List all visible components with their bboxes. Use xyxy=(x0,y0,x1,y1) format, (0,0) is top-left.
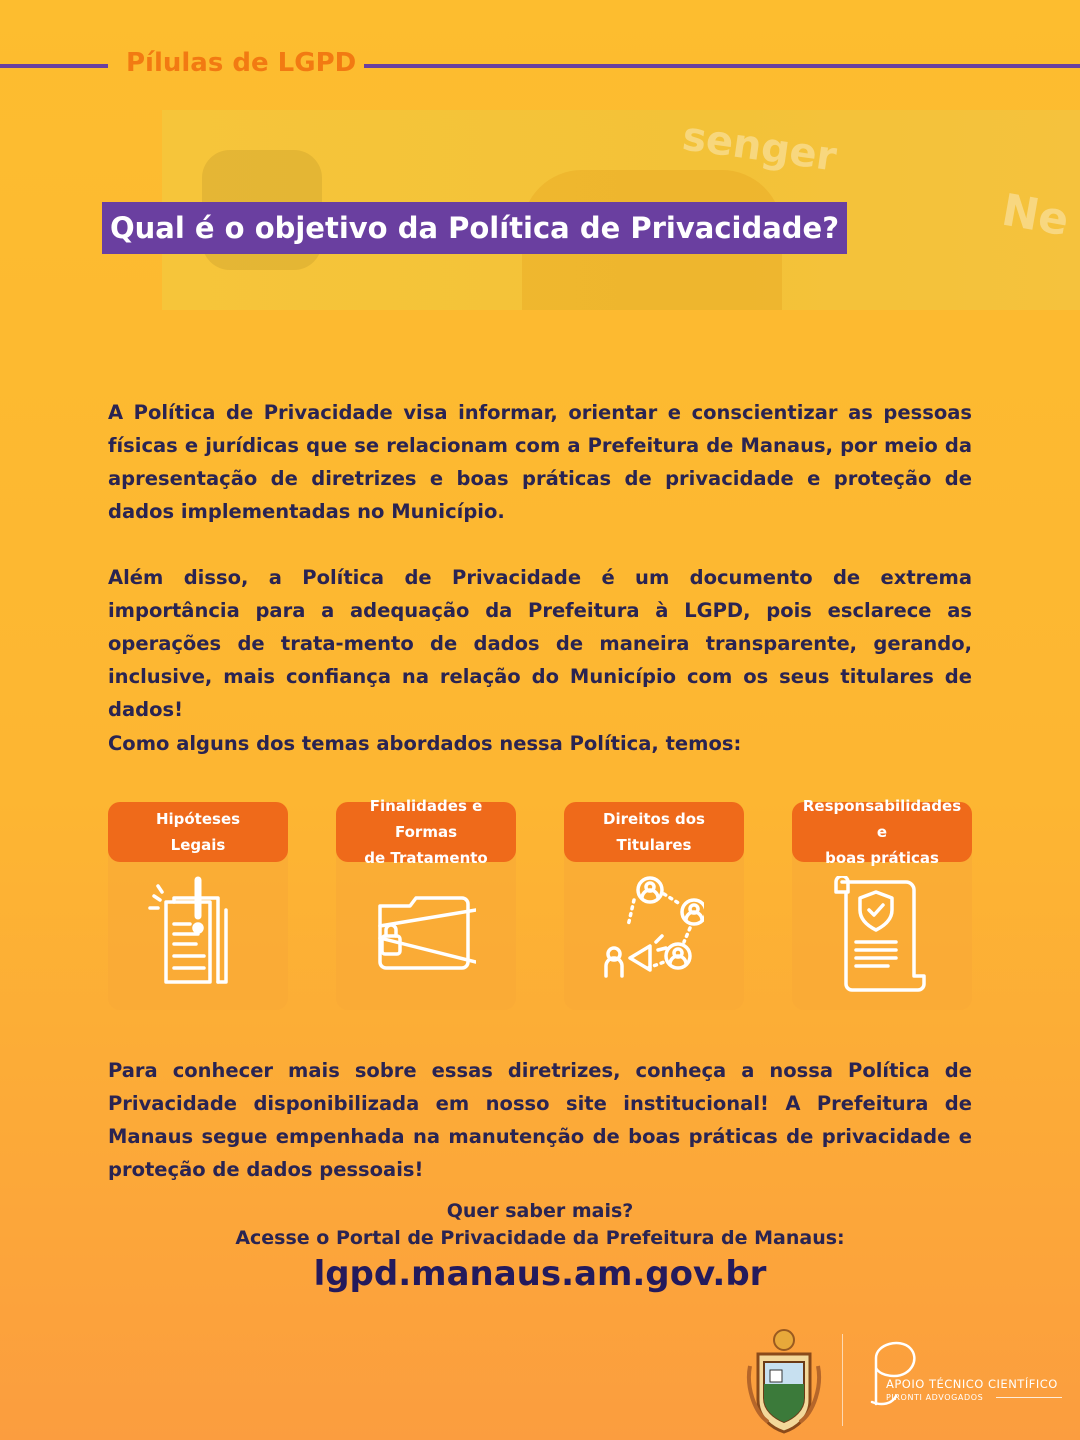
paragraph-conclusion: Para conhecer mais sobre essas diretrizes, conheça a nossa Política de Privacidade disponibilizada em nosso site institucional! A Prefeitura de Manaus segue empenhada na manutenção de boas práticas de privacidade e proteção de dados pessoais! xyxy=(108,1059,972,1181)
topic-card-header: Finalidades e Formas de Tratamento xyxy=(336,802,516,862)
topic-card-header: Responsabilidades e boas práticas xyxy=(792,802,972,862)
paragraph-importance: Além disso, a Política de Privacidade é um documento de extrema importância para a adequação da Prefeitura à LGPD, pois esclarece as operações de trata-mento de dados de maneira transparente, gerando, inclusive, mais confiança na relação do Município com os seus titulares de dados! xyxy=(108,566,972,721)
locked-folder-chain-icon xyxy=(376,876,476,994)
hero-word-ne: Ne xyxy=(998,184,1073,247)
partner-name-text: PIRONTI ADVOGADOS xyxy=(886,1393,984,1402)
manaus-coat-of-arms-logo xyxy=(746,1326,822,1434)
paragraph-topics-intro: Como alguns dos temas abordados nessa Política, temos: xyxy=(108,732,742,755)
header-line-right xyxy=(364,64,1080,68)
partner-underline xyxy=(996,1397,1062,1398)
brand-title: Pílulas de LGPD xyxy=(126,48,357,78)
partner-support-text: APOIO TÉCNICO CIENTÍFICO xyxy=(886,1377,1058,1391)
topic-card-header: Direitos dos Titulares xyxy=(564,802,744,862)
cta-instruction: Acesse o Portal de Privacidade da Prefeitura de Manaus: xyxy=(235,1227,845,1249)
paragraph-intro: A Política de Privacidade visa informar, orientar e conscientizar as pessoas físicas e jurídicas que se relacionam com a Prefeitura de Manaus, por meio da apresentação de diretrizes e boas práticas de privacidade e proteção de dados implementadas no Município. xyxy=(108,401,972,523)
topic-card-finalidades xyxy=(336,797,516,1010)
topic-card-header: Hipóteses Legais xyxy=(108,802,288,862)
page-title: Qual é o objetivo da Política de Privacidade? xyxy=(102,202,847,254)
cta-question: Quer saber mais? xyxy=(446,1200,634,1222)
hero-word-messenger: senger xyxy=(679,113,840,181)
portal-link[interactable]: lgpd.manaus.am.gov.br xyxy=(313,1254,767,1294)
topic-card-responsabilidades xyxy=(792,797,972,1010)
header-line-left xyxy=(0,64,108,68)
legal-document-alert-icon xyxy=(148,876,248,994)
topic-card-hipoteses xyxy=(108,802,288,1010)
people-megaphone-icon xyxy=(604,876,704,994)
footer-divider xyxy=(842,1334,843,1426)
shield-scroll-icon xyxy=(832,876,932,994)
topic-card-direitos xyxy=(564,802,744,1010)
